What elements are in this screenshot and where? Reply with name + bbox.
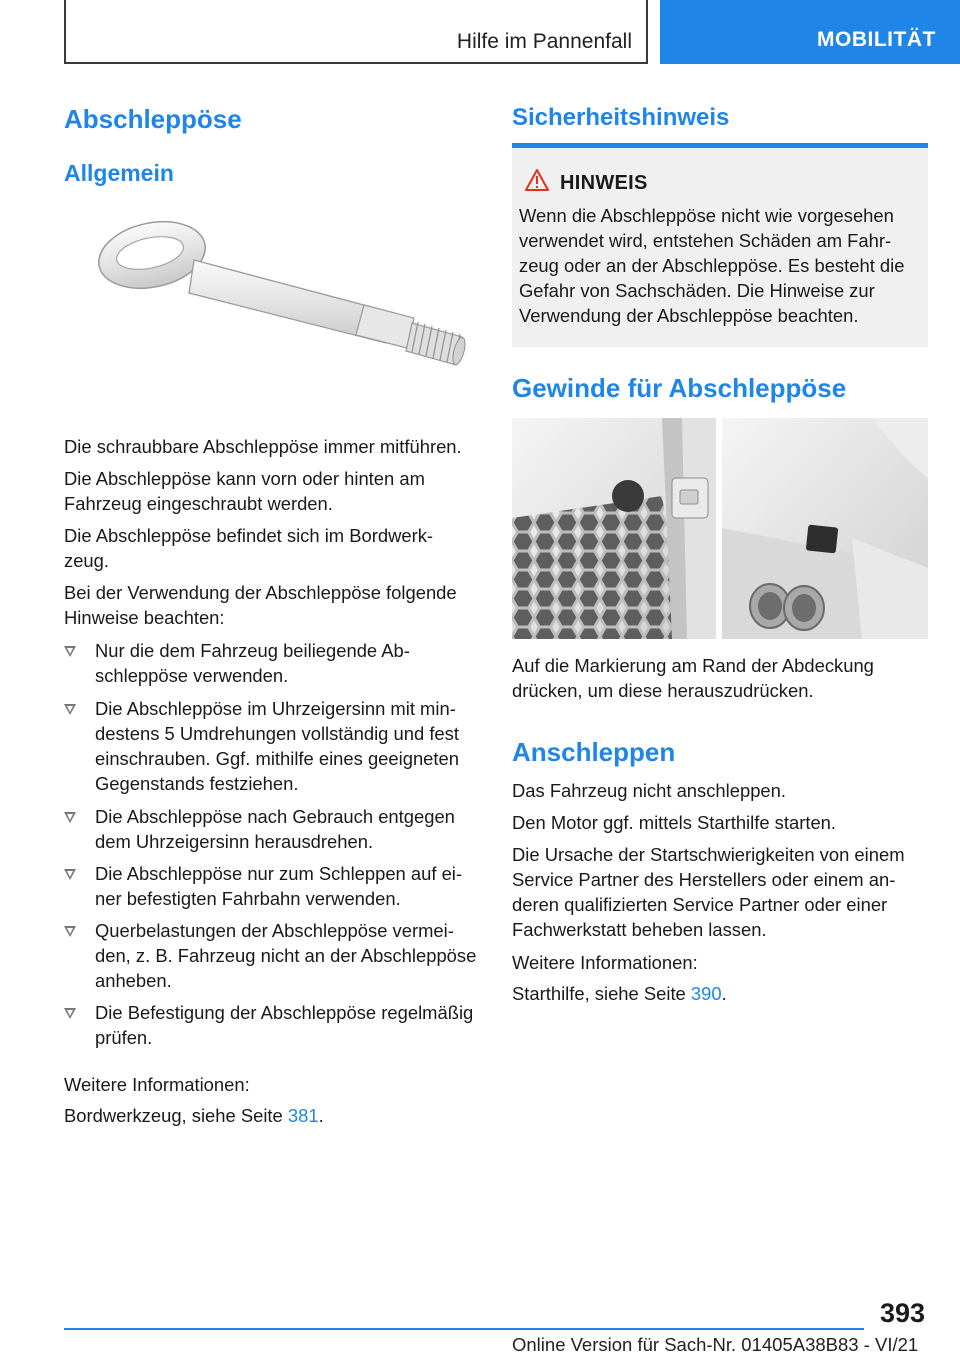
subsection-title-allgemein: Allgemein bbox=[64, 160, 174, 186]
triangle-bullet-icon bbox=[64, 812, 76, 823]
notice-label: HINWEIS bbox=[560, 172, 648, 194]
triangle-bullet-icon bbox=[64, 704, 76, 715]
header-section-box bbox=[64, 0, 648, 64]
thread-cover-image bbox=[512, 418, 928, 639]
page-number: 393 bbox=[880, 1298, 926, 1328]
header-section-title: Hilfe im Pannenfall bbox=[456, 30, 632, 53]
triangle-bullet-icon bbox=[64, 869, 76, 880]
right-more-info-label: Weitere Informationen: bbox=[512, 952, 698, 973]
left-more-info-label: Weitere Informationen: bbox=[64, 1074, 250, 1095]
left-paragraph-4: Bei der Verwendung der Abschleppöse folgende Hinweise beachten: bbox=[64, 582, 457, 628]
notice-text: Wenn die Abschleppöse nicht wie vorgesehen verwendet wird, entstehen Schäden am Fahrzeug oder an der Abschleppöse. Es besteht die Gefahr von Sachschäden. Die Hinweise zur Verwendung der Abschleppöse beachten. bbox=[519, 205, 905, 326]
manual-page: Hilfe im Pannenfall MOBILITÄT Abschleppöse Allgemein Die schraubbare Abschleppöse immer mitführen. Die Abschleppöse kann vorn oder hinten am Fahrzeug eingeschraubt werden. Die Abschleppöse befindet sich im Bordwerkzeug. Bei der Verwendung der Abschleppöse folgende Hinweise beachten: Nur die dem Fahrzeug beiliegende Abschleppöse verwenden. Die Abschleppöse im Uhrzeigersinn mit mindestens 5 Umdrehungen vollständig und fest einschrauben. Ggf. mithilfe eines geeigneten Gegenstands festziehen. Die Abschleppöse nach Gebrauch entgegen dem Uhrzeigersinn herausdrehen. Die Abschleppöse nur zum Schleppen auf einer befestigten Fahrbahn verwenden. Querbelastungen der Abschleppöse vermeiden, z. B. Fahrzeug nicht an der Abschleppöse anheben. Die Befestigung der Abschleppöse regelmäßig prüfen. Weitere Informationen: Bordwerkzeug, siehe Seite 381. Sicherheitshinweis HINWEIS Wenn die Abschleppöse nicht wie vorgesehen verwendet wird, entstehen Schäden am Fahrzeug oder an der Abschleppöse. Es besteht die Gefahr von Sachschäden. Die Hinweise zur Verwendung der Abschleppöse beachten. Gewinde für Abschleppöse Auf die Markierung am Rand der Abdeckung drücken, um diese herauszudrücken. Anschleppen Das Fahrzeug nicht anschleppen. Den Motor ggf. mittels Starthilfe starten. Die Ursache der Startschwierigkeiten von einem Service Partner des Herstellers oder einem anderen qualifizierten Service Partner oder einer Fachwerkstatt beheben lassen. Weitere Informationen: Starthilfe, siehe Seite 390. 393 Online Version für Sach-Nr. 01405A38B83 - VI/21 bbox=[0, 0, 960, 1362]
right-cross-reference: Starthilfe, siehe Seite 390. bbox=[512, 983, 727, 1004]
section-title-abschleppoese: Abschleppöse bbox=[64, 104, 242, 134]
notice-box bbox=[512, 148, 928, 347]
header-chapter-title: MOBILITÄT bbox=[817, 28, 936, 51]
triangle-bullet-icon bbox=[64, 926, 76, 937]
triangle-bullet-icon bbox=[64, 646, 76, 657]
page-link-390[interactable]: 390 bbox=[690, 983, 722, 1004]
footer-rule bbox=[64, 1328, 864, 1330]
page-link-381[interactable]: 381 bbox=[287, 1105, 319, 1126]
tow-paragraph-1: Das Fahrzeug nicht anschleppen. bbox=[512, 780, 786, 801]
warning-triangle-icon bbox=[524, 168, 550, 192]
left-cross-reference: Bordwerkzeug, siehe Seite 381. bbox=[64, 1105, 324, 1126]
triangle-bullet-icon bbox=[64, 1008, 76, 1019]
left-paragraph-2: Die Abschleppöse kann vorn oder hinten am Fahrzeug eingeschraubt werden. bbox=[64, 468, 425, 514]
section-title-sicherheitshinweis: Sicherheitshinweis bbox=[512, 104, 730, 131]
left-paragraph-3: Die Abschleppöse befindet sich im Bordwerkzeug. bbox=[64, 525, 434, 571]
header-chapter-tab bbox=[660, 0, 960, 64]
section-title-anschleppen: Anschleppen bbox=[512, 737, 676, 767]
thread-paragraph: Auf die Markierung am Rand der Abdeckung drücken, um diese herauszudrücken. bbox=[512, 655, 874, 701]
left-paragraph-1: Die schraubbare Abschleppöse immer mitführen. bbox=[64, 436, 462, 457]
section-title-gewinde: Gewinde für Abschleppöse bbox=[512, 373, 847, 403]
tow-eye-image bbox=[64, 205, 479, 420]
tow-paragraph-2: Den Motor ggf. mittels Starthilfe starten. bbox=[512, 812, 837, 833]
tow-paragraph-3: Die Ursache der Startschwierigkeiten von einem Service Partner des Herstellers oder einem anderen qualifizierten Service Partner oder einer Fachwerkstatt beheben lassen. bbox=[512, 844, 905, 940]
footer-online-version: Online Version für Sach-Nr. 01405A38B83 - VI/21 bbox=[512, 1334, 919, 1355]
